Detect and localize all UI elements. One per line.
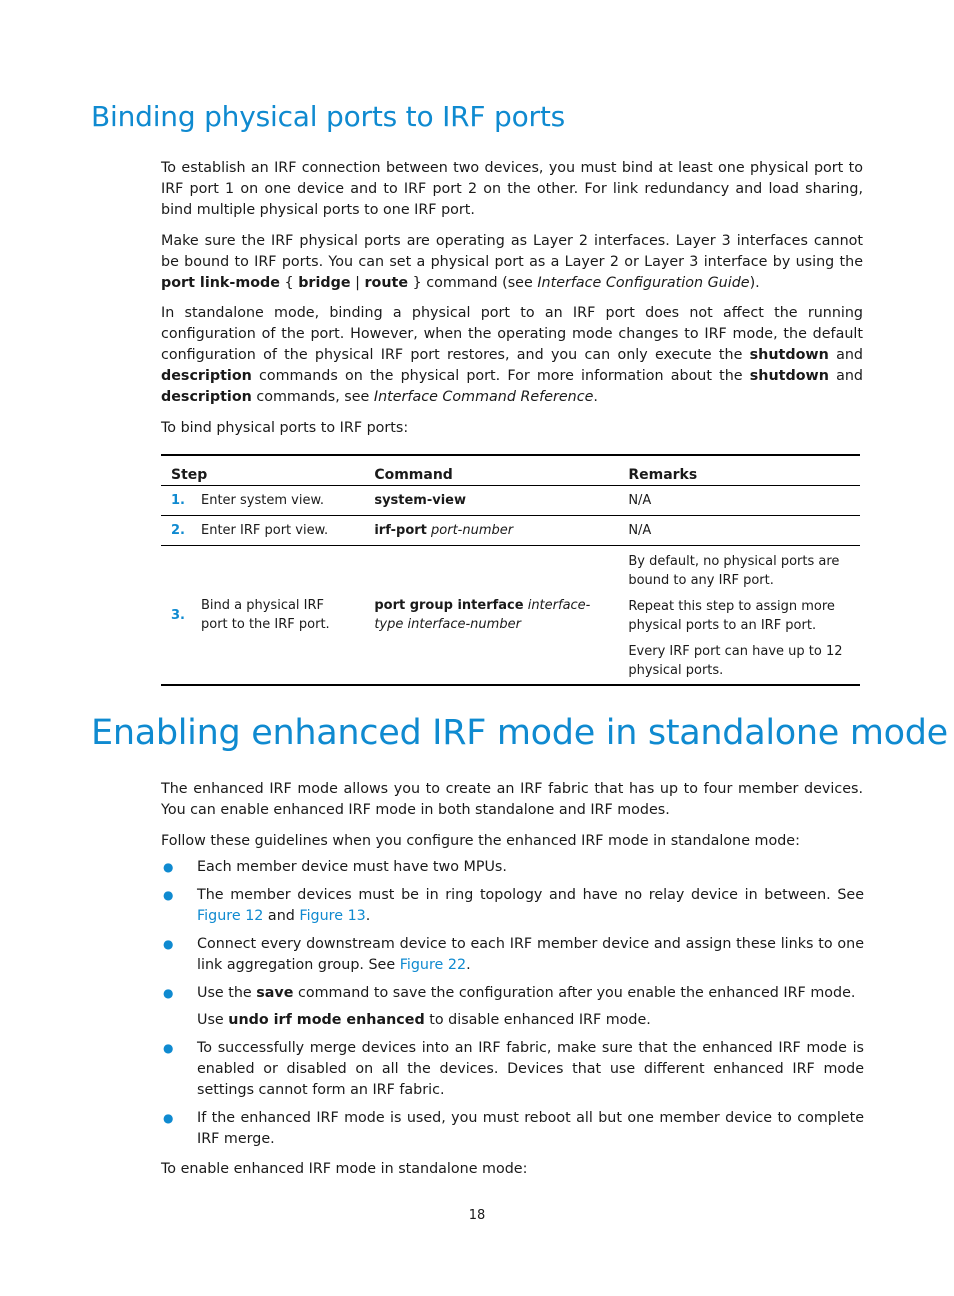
paragraph-enable-intro: To enable enhanced IRF mode in standalone mode: <box>161 1161 528 1177</box>
list-item: ● The member devices must be in ring topology and have no relay device in between. See Figure 12 and Figure 13. <box>163 887 864 924</box>
table-row <box>161 546 860 686</box>
table-row <box>161 516 860 546</box>
step-description: Enter system view. <box>201 486 374 516</box>
step-command: port group interface interface-type interface-number <box>374 546 628 686</box>
figure-12-link[interactable]: Figure 12 <box>197 908 264 924</box>
page-number: 18 <box>468 1208 486 1223</box>
figure-22-link[interactable]: Figure 22 <box>399 957 467 973</box>
list-item: ● To successfully merge devices into an IRF fabric, make sure that the enhanced IRF mode is enabled or disabled on all the devices. Devices that use different enhanced IRF mode settings cannot form an IRF fabric. <box>163 1040 864 1098</box>
step-command: irf-port port-number <box>374 516 628 546</box>
header-remarks: Remarks <box>628 455 860 486</box>
step-remarks <box>628 546 860 686</box>
bullet-icon: ● <box>163 1111 174 1125</box>
figure-13-link[interactable]: Figure 13 <box>299 908 366 924</box>
paragraph-standalone-binding: In standalone mode, binding a physical port to an IRF port does not affect the running configuration of the port. However, when the operating mode changes to IRF mode, the default configuration of the physical IRF port restores, and you can only execute the shutdown and description commands on the physical port. For more information about the shutdown and description commands, see Interface Command Reference. <box>161 305 863 405</box>
table-header-row <box>161 455 860 486</box>
list-item: ● Use the save command to save the configuration after you enable the enhanced IRF mode. Use undo irf mode enhanced to disable enhanced IRF mode. <box>161 983 864 1031</box>
step-remarks: N/A <box>628 516 860 546</box>
remark-line: Repeat this step to assign more physical ports to an IRF port. <box>628 599 835 633</box>
bullet-icon: ● <box>163 986 174 1000</box>
header-step: Step <box>161 455 374 486</box>
paragraph-enhanced-irf-intro: The enhanced IRF mode allows you to create an IRF fabric that has up to four member devices. You can enable enhanced IRF mode in both standalone and IRF modes. <box>161 781 863 818</box>
step-description: Bind a physical IRF port to the IRF port. <box>201 546 374 686</box>
bullet-icon: ● <box>163 1041 174 1055</box>
paragraph-table-intro: To bind physical ports to IRF ports: <box>161 420 409 436</box>
bullet-icon: ● <box>163 860 174 874</box>
step-number: 2. <box>161 516 201 546</box>
step-description: Enter IRF port view. <box>201 516 374 546</box>
section-heading-enhanced-irf: Enabling enhanced IRF mode in standalone mode <box>91 713 948 753</box>
remark-line: By default, no physical ports are bound to any IRF port. <box>628 554 840 588</box>
config-steps-table <box>161 454 860 686</box>
sub-note: Use undo irf mode enhanced to disable enhanced IRF mode. <box>197 1012 651 1028</box>
list-item: ● Connect every downstream device to each IRF member device and assign these links to one link aggregation group. See Figure 22. <box>163 936 864 973</box>
paragraph-layer2: Make sure the IRF physical ports are operating as Layer 2 interfaces. Layer 3 interfaces cannot be bound to IRF ports. You can set a physical port as a Layer 2 or Layer 3 interface by using the port link-mode { bridge | route } command (see Interface Configuration Guide). <box>161 233 863 291</box>
header-command: Command <box>374 455 628 486</box>
table-row <box>161 486 860 516</box>
paragraph-guidelines-intro: Follow these guidelines when you configure the enhanced IRF mode in standalone mode: <box>161 833 800 849</box>
list-item: ● Each member device must have two MPUs. <box>161 857 864 878</box>
list-item: ● If the enhanced IRF mode is used, you must reboot all but one member device to complete IRF merge. <box>163 1110 864 1147</box>
step-number: 3. <box>161 546 201 686</box>
bullet-icon: ● <box>163 888 174 902</box>
bullet-icon: ● <box>163 937 174 951</box>
remark-line: Every IRF port can have up to 12 physical ports. <box>628 644 843 678</box>
step-number: 1. <box>161 486 201 516</box>
guidelines-list <box>161 857 864 1157</box>
paragraph-irf-connection: To establish an IRF connection between two devices, you must bind at least one physical port to IRF port 1 on one device and to IRF port 2 on the other. For link redundancy and load sharing, bind multiple physical ports to one IRF port. <box>161 160 863 218</box>
step-remarks: N/A <box>628 486 860 516</box>
step-command: system-view <box>374 486 628 516</box>
section-heading-binding: Binding physical ports to IRF ports <box>91 100 565 133</box>
